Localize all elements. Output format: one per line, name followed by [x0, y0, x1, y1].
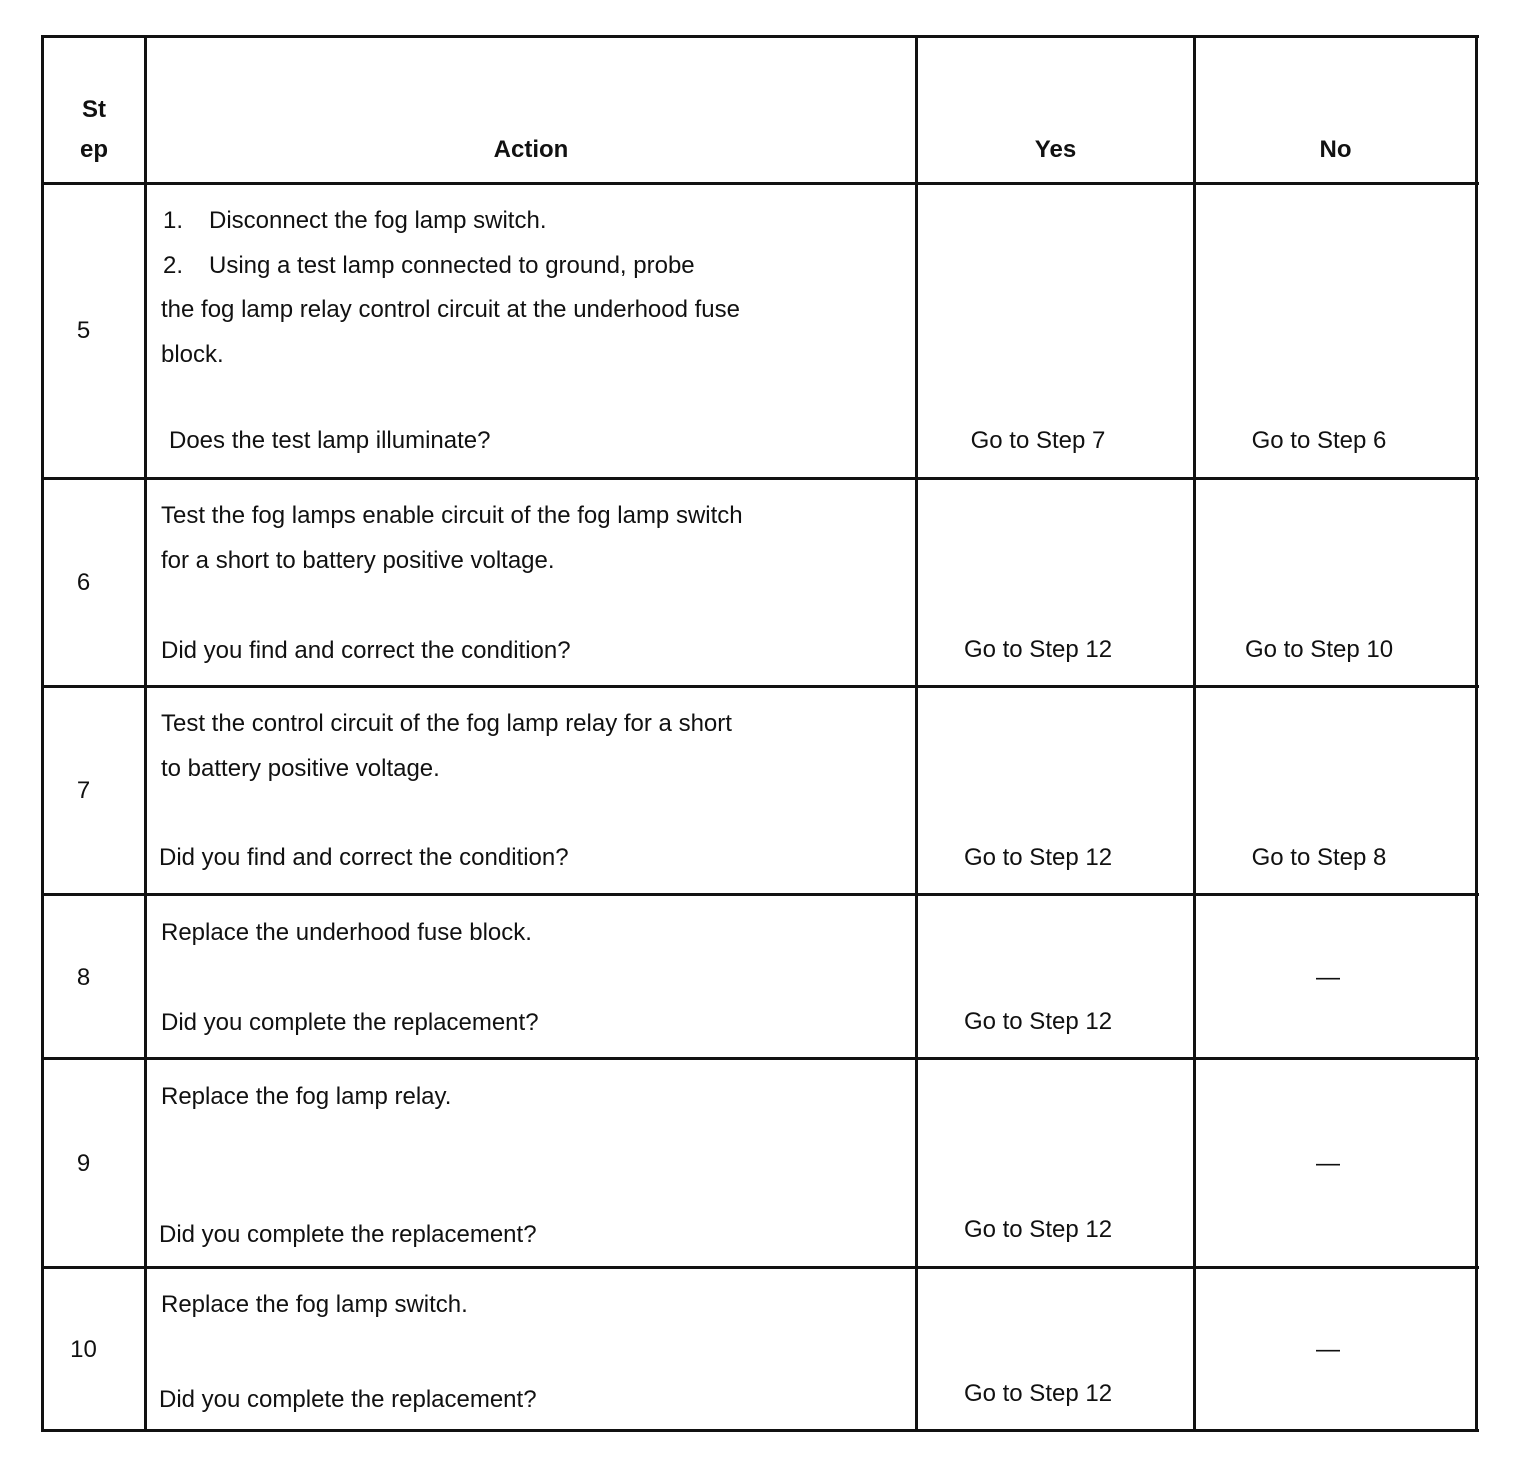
header-step: [44, 90, 144, 170]
no-result: —: [1316, 964, 1340, 991]
row-divider: [41, 893, 1479, 896]
yes-result: Go to Step 12: [963, 1008, 1113, 1035]
action-text: the fog lamp relay control circuit at the underhood fuse: [161, 296, 740, 323]
action-question: Did you complete the replacement?: [159, 1386, 537, 1413]
row-divider: [41, 477, 1479, 480]
step-number: 8: [76, 964, 91, 991]
action-list-item: [163, 199, 547, 243]
action-text: Disconnect the fog lamp switch.: [209, 207, 547, 234]
action-text: Replace the fog lamp relay.: [161, 1083, 452, 1110]
action-text: to battery positive voltage.: [161, 755, 440, 782]
no-result: Go to Step 6: [1251, 427, 1387, 454]
action-question: Does the test lamp illuminate?: [169, 427, 491, 454]
action-question: Did you find and correct the condition?: [159, 844, 569, 871]
step-number: 6: [76, 569, 91, 596]
step-number: 5: [76, 317, 91, 344]
column-divider: [1193, 35, 1196, 1432]
yes-result: Go to Step 12: [963, 844, 1113, 871]
header-action: Action: [493, 136, 569, 163]
action-text: block.: [161, 341, 224, 368]
list-number: 1.: [163, 207, 184, 234]
yes-result: Go to Step 12: [963, 636, 1113, 663]
column-divider: [144, 35, 147, 1432]
list-number: 2.: [163, 252, 184, 279]
step-number: 10: [70, 1336, 97, 1363]
row-divider: [41, 1057, 1479, 1060]
action-question: Did you complete the replacement?: [159, 1221, 537, 1248]
header-no: No: [1319, 136, 1352, 163]
action-list-item: [163, 244, 695, 288]
action-text: Using a test lamp connected to ground, probe: [209, 252, 695, 279]
no-result: Go to Step 10: [1244, 636, 1394, 663]
action-text: for a short to battery positive voltage.: [161, 547, 555, 574]
header-step-line2: ep: [79, 136, 108, 163]
header-step-line1: St: [82, 96, 106, 123]
no-result: —: [1316, 1336, 1340, 1363]
step-number: 9: [76, 1150, 91, 1177]
yes-result: Go to Step 12: [963, 1216, 1113, 1243]
no-result: —: [1316, 1150, 1340, 1177]
table-border-right: [1475, 35, 1478, 1432]
step-number: 7: [76, 777, 91, 804]
no-result: Go to Step 8: [1251, 844, 1387, 871]
action-text: Replace the fog lamp switch.: [161, 1291, 468, 1318]
action-text: Replace the underhood fuse block.: [161, 919, 532, 946]
action-text: Test the fog lamps enable circuit of the fog lamp switch: [161, 502, 743, 529]
action-question: Did you find and correct the condition?: [161, 637, 571, 664]
table-border-left: [41, 35, 44, 1432]
table-border-bottom: [41, 1429, 1479, 1432]
table-border-top: [41, 35, 1479, 38]
row-divider: [41, 685, 1479, 688]
yes-result: Go to Step 7: [970, 427, 1106, 454]
action-text: Test the control circuit of the fog lamp relay for a short: [161, 710, 732, 737]
row-divider: [41, 1266, 1479, 1269]
table-header-divider: [41, 182, 1479, 185]
action-question: Did you complete the replacement?: [161, 1009, 539, 1036]
header-yes: Yes: [1034, 136, 1077, 163]
yes-result: Go to Step 12: [963, 1380, 1113, 1407]
